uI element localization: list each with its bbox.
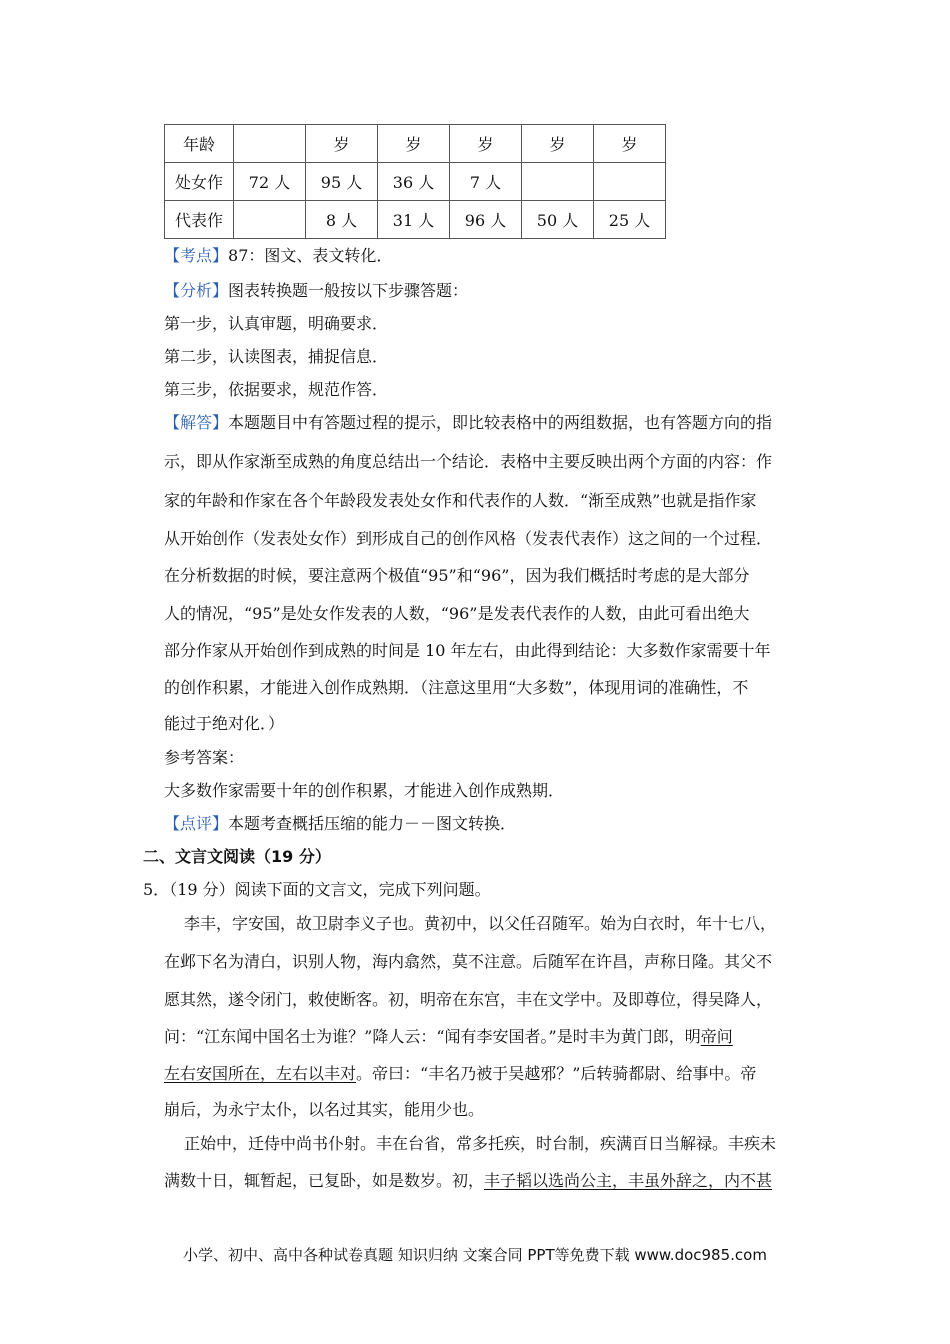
fenxi-line (164, 281, 468, 301)
table-cell: 36 人 (378, 163, 450, 201)
table-row (165, 201, 666, 239)
paragraph-line: 能过于绝对化．） (164, 714, 285, 733)
table-cell: 50 人 (522, 201, 594, 239)
question-text: （19 分）阅读下面的文言文，完成下列问题。 (169, 880, 491, 899)
paragraph-line: 的创作积累，才能进入创作成熟期．（注意这里用“大多数”，体现用词的准确性，不 (164, 678, 749, 697)
table-cell: 岁 (450, 125, 522, 163)
age-work-table (164, 124, 666, 239)
underlined-sentence: 左右安国所在，左右以丰对 (164, 1064, 357, 1083)
kaodian-line (164, 246, 392, 266)
table-cell: 72 人 (234, 163, 306, 201)
jieda-tag: 【解答】 (164, 413, 229, 432)
paragraph-line: 部分作家从开始创作到成熟的时间是 10 年左右，由此得到结论：大多数作家需要十年 (164, 641, 771, 660)
table-cell (234, 125, 306, 163)
table-row (165, 163, 666, 201)
kaodian-tag: 【考点】 (164, 246, 229, 265)
step-line: 第三步，依据要求，规范作答． (164, 380, 389, 399)
passage-text: 问：“江东闻中国名士为谁？”降人云：“闻有李安国者。”是时丰为黄门郎，明 (164, 1027, 701, 1046)
passage-line (164, 1064, 756, 1084)
table-cell: 岁 (594, 125, 666, 163)
ref-answer-label: 参考答案： (164, 748, 245, 767)
ref-answer-text: 大多数作家需要十年的创作积累，才能进入创作成熟期． (164, 781, 565, 800)
table-cell: 8 人 (306, 201, 378, 239)
table-cell: 25 人 (594, 201, 666, 239)
underlined-sentence: 帝问 (700, 1027, 733, 1046)
table-cell: 代表作 (165, 201, 234, 239)
jieda-line (164, 413, 772, 433)
dianping-text: 本题考查概括压缩的能力－－图文转换． (228, 814, 517, 833)
passage-line: 李丰，字安国，故卫尉李义子也。黄初中，以父任召随军。始为白衣时，年十七八， (184, 914, 777, 933)
passage-line (164, 1171, 772, 1191)
paragraph-line: 人的情况，“95”是处女作发表的人数，“96”是发表代表作的人数，由此可看出绝大 (164, 604, 750, 623)
step-line: 第一步，认真审题，明确要求． (164, 314, 389, 333)
fenxi-text: 图表转换题一般按以下步骤答题： (228, 281, 469, 300)
passage-line: 崩后，为永宁太仆，以名过其实，能用少也。 (164, 1100, 485, 1119)
passage-text: 满数十日，辄暂起，已复卧，如是数岁。初， (164, 1171, 485, 1190)
question-number: 5． (143, 880, 170, 899)
page-footer: 小学、初中、高中各种试卷真题 知识归纳 文案合同 PPT等免费下载 www.doc985.com (183, 1246, 767, 1264)
jieda-first: 本题题目中有答题过程的提示，即比较表格中的两组数据，也有答题方向的指 (228, 413, 773, 432)
paragraph-line: 在分析数据的时候，要注意两个极值“95”和“96”，因为我们概括时考虑的是大部分 (164, 566, 750, 585)
table-cell (522, 163, 594, 201)
table-cell: 岁 (306, 125, 378, 163)
paragraph-line: 家的年龄和作家在各个年龄段发表处女作和代表作的人数．“渐至成熟”也就是指作家 (164, 491, 757, 510)
step-line: 第二步，认读图表，捕捉信息． (164, 347, 389, 366)
passage-line: 愿其然，遂令闭门，敕使断客。初，明帝在东宫，丰在文学中。及即尊位，得吴降人， (164, 990, 773, 1009)
fenxi-tag: 【分析】 (164, 281, 229, 300)
passage-line: 在邺下名为清白，识别人物，海内翕然，莫不注意。后随军在许昌，声称日隆。其父不 (164, 952, 773, 971)
table-cell: 7 人 (450, 163, 522, 201)
passage-line: 正始中，迁侍中尚书仆射。丰在台省，常多托疾，时台制，疾满百日当解禄。丰疾未 (184, 1134, 777, 1153)
table-cell: 岁 (522, 125, 594, 163)
table-cell: 处女作 (165, 163, 234, 201)
table-cell (594, 163, 666, 201)
paragraph-line: 从开始创作（发表处女作）到形成自己的创作风格（发表代表作）这之间的一个过程． (164, 529, 773, 548)
table-header-row (165, 125, 666, 163)
table-cell: 96 人 (450, 201, 522, 239)
section-title: 二、文言文阅读（19 分） (143, 847, 331, 866)
kaodian-text: 87：图文、表文转化． (228, 246, 393, 265)
passage-line (164, 1027, 733, 1047)
question-line (143, 880, 491, 900)
table-cell: 年龄 (165, 125, 234, 163)
table-cell: 95 人 (306, 163, 378, 201)
dianping-line (164, 814, 516, 834)
table-cell: 岁 (378, 125, 450, 163)
passage-text: 。帝曰：“丰名乃被于吴越邪？”后转骑都尉、给事中。帝 (356, 1064, 757, 1083)
paragraph-line: 示，即从作家渐至成熟的角度总结出一个结论．表格中主要反映出两个方面的内容：作 (164, 452, 773, 471)
table-cell (234, 201, 306, 239)
underlined-sentence: 丰子韬以选尚公主，丰虽外辞之，内不甚 (484, 1171, 773, 1190)
dianping-tag: 【点评】 (164, 814, 229, 833)
table-cell: 31 人 (378, 201, 450, 239)
